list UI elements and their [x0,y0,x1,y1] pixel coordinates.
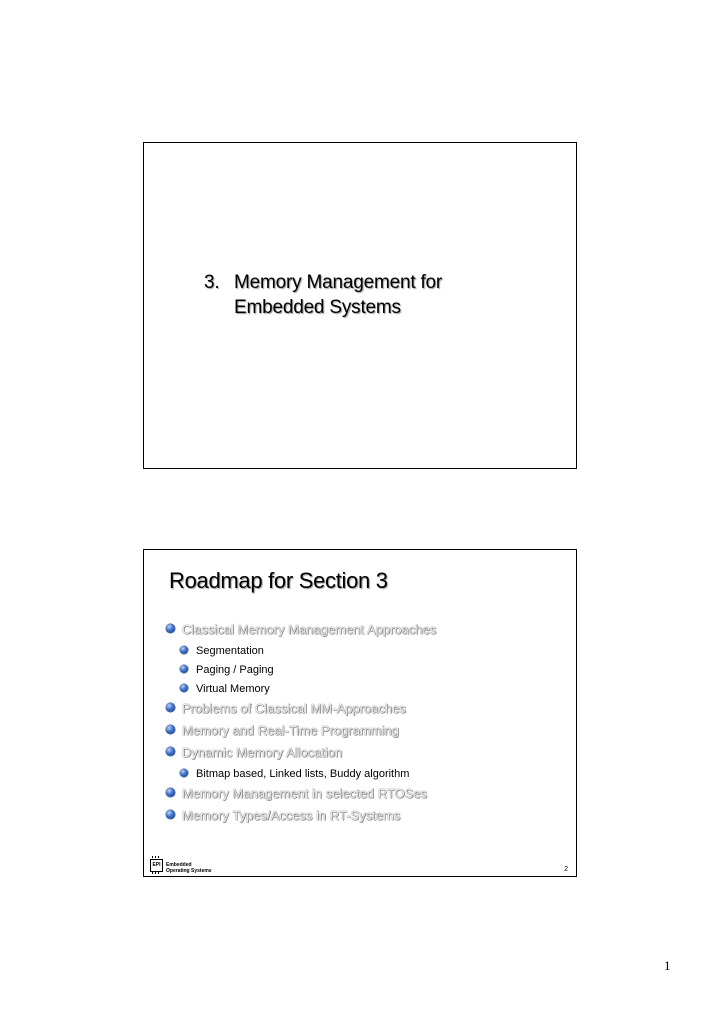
bullet-icon [180,684,188,692]
bullet-icon [166,703,175,712]
slide-1-title [204,270,442,320]
roadmap-item [166,701,436,717]
logo [146,855,218,875]
roadmap-item-label: Memory and Real-Time Programming [182,723,399,738]
roadmap-item-label: Memory Management in selected RTOSes [182,786,428,801]
roadmap-item-label: Memory Types/Access in RT-Systems [182,808,401,823]
roadmap-subitem-label: Virtual Memory [196,683,270,695]
page-number: 1 [664,958,671,973]
roadmap-item-label: Classical Memory Management Approaches [182,622,437,637]
slide-2-title: Roadmap for Section 3 [169,568,388,593]
slide-number: 2 [564,866,568,873]
logo-text: Embedded Operating Systems [166,862,212,874]
bullet-icon [166,747,175,756]
roadmap-subitem [180,644,436,658]
roadmap-item-label: Dynamic Memory Allocation [182,745,343,760]
title-line-2: Embedded Systems [234,297,401,318]
roadmap-subitem [180,663,436,677]
title-line-1: Memory Management for [234,272,443,293]
roadmap-subitem-label: Bitmap based, Linked lists, Buddy algorithm [196,768,410,780]
bullet-icon [166,624,175,633]
roadmap-subitem [180,682,436,696]
bullet-icon [166,725,175,734]
roadmap-subitem-label: Paging / Paging [196,664,274,676]
roadmap-item [166,808,436,824]
bullet-icon [180,769,188,777]
roadmap-item [166,723,436,739]
roadmap-sublist [166,644,436,696]
roadmap-item [166,622,436,638]
bullet-icon [166,788,175,797]
roadmap-sublist [166,767,436,781]
roadmap-subitem-label: Segmentation [196,645,264,657]
bullet-icon [166,810,175,819]
bullet-icon [180,646,188,654]
slide-2 [143,549,577,877]
roadmap-item [166,786,436,802]
section-number: 3. [204,272,220,293]
roadmap-subitem [180,767,436,781]
slide-1 [143,142,577,469]
roadmap-item-label: Problems of Classical MM-Approaches [182,701,406,716]
roadmap-item [166,745,436,761]
chip-icon: EPI [150,859,163,872]
roadmap-list [166,622,436,830]
bullet-icon [180,665,188,673]
